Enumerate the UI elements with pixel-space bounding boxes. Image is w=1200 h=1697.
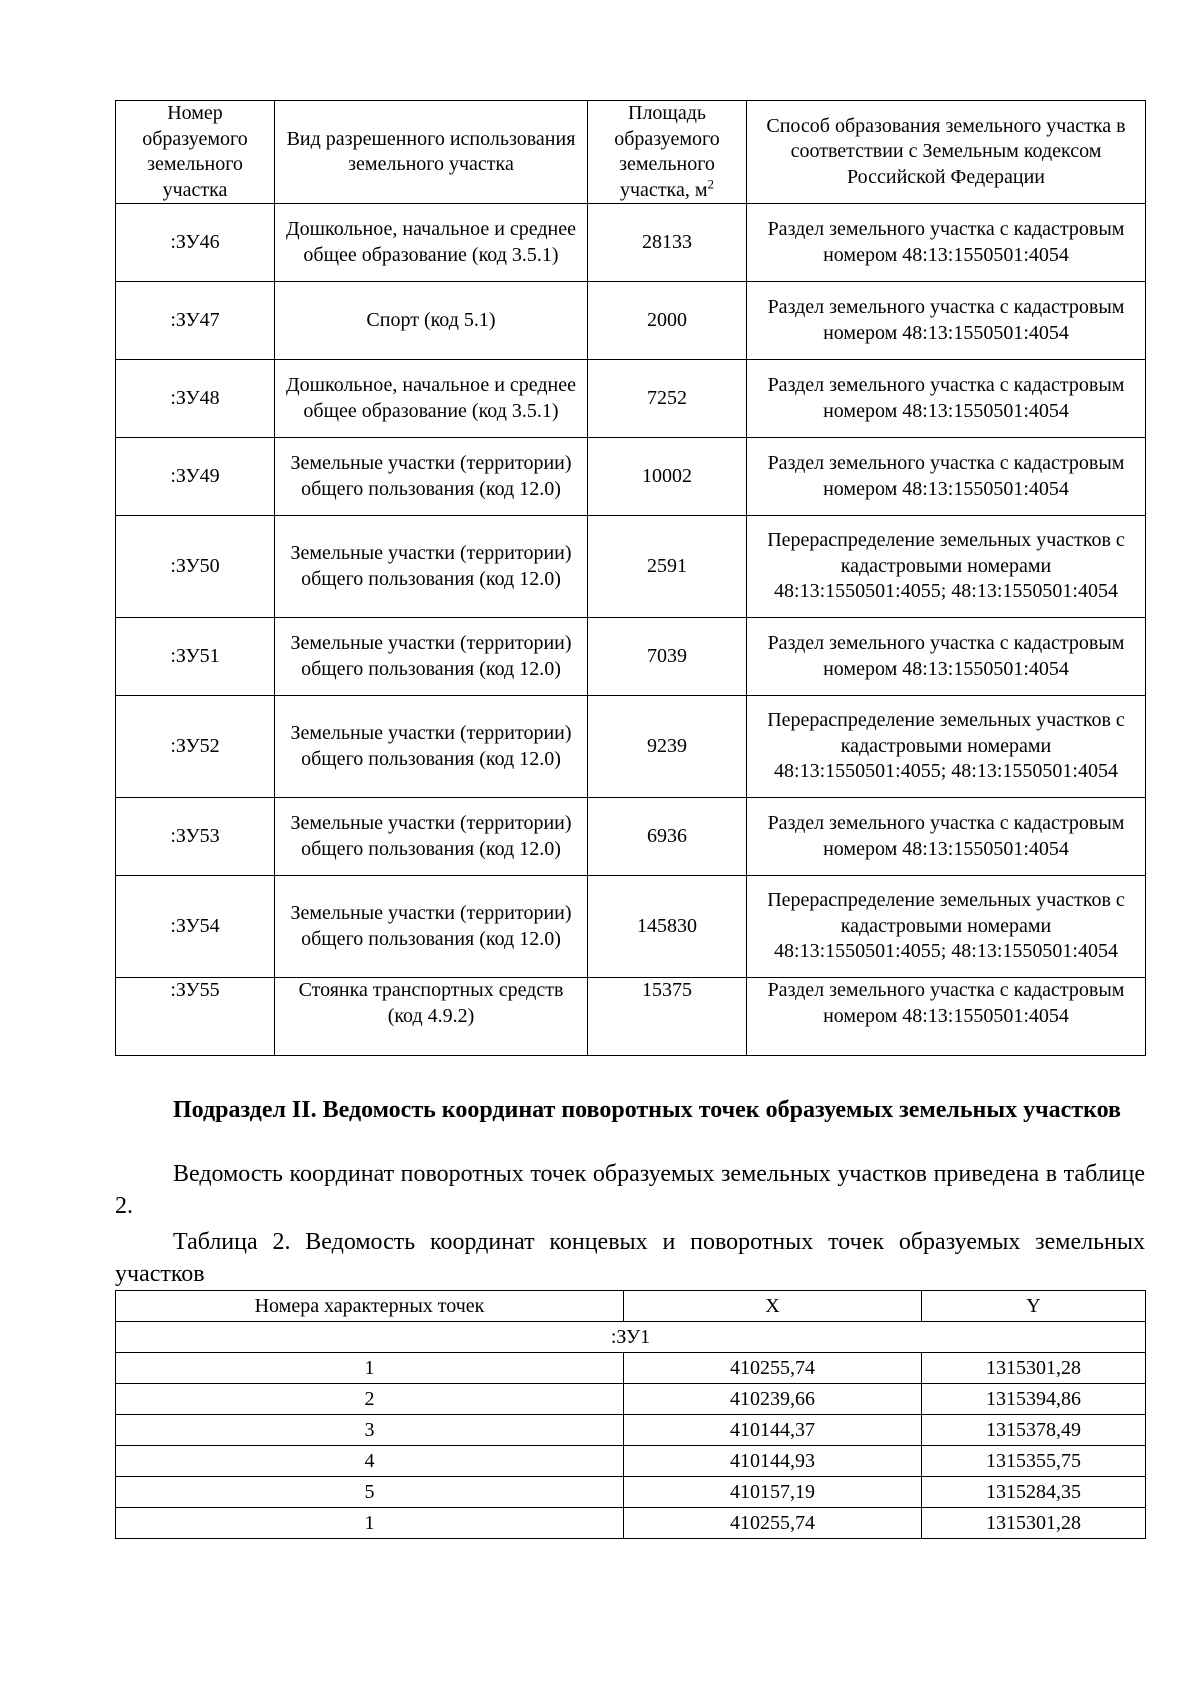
table-row — [116, 978, 1146, 1056]
point-x: 410255,74 — [624, 1353, 922, 1384]
plot-area: 6936 — [588, 798, 747, 876]
plot-area: 15375 — [588, 978, 747, 1056]
point-number: 2 — [116, 1384, 624, 1415]
plot-use: Спорт (код 5.1) — [275, 282, 588, 360]
header-area-label: Площадь образуемого земельного участка, м — [614, 102, 720, 201]
table-row — [116, 1384, 1146, 1415]
plot-method: Раздел земельного участка с кадастровым номером 48:13:1550501:4054 — [747, 360, 1146, 438]
table-row — [116, 1477, 1146, 1508]
table-row — [116, 1446, 1146, 1477]
point-y: 1315301,28 — [922, 1508, 1146, 1539]
plot-area: 10002 — [588, 438, 747, 516]
header-area-unit-sup: 2 — [707, 175, 714, 191]
plot-use: Земельные участки (территории) общего пользования (код 12.0) — [275, 696, 588, 798]
table-row — [116, 876, 1146, 978]
plot-id: :ЗУ50 — [116, 516, 275, 618]
plot-id: :ЗУ54 — [116, 876, 275, 978]
point-y: 1315284,35 — [922, 1477, 1146, 1508]
plot-use: Дошкольное, начальное и среднее общее образование (код 3.5.1) — [275, 360, 588, 438]
header-area — [588, 101, 747, 204]
table-row — [116, 1353, 1146, 1384]
point-y: 1315378,49 — [922, 1415, 1146, 1446]
plot-method: Перераспределение земельных участков с кадастровыми номерами 48:13:1550501:4055; 48:13:1550501:4054 — [747, 696, 1146, 798]
plot-id: :ЗУ48 — [116, 360, 275, 438]
table-row — [116, 360, 1146, 438]
plot-area: 7252 — [588, 360, 747, 438]
header-formation-method: Способ образования земельного участка в соответствии с Земельным кодексом Российской Федерации — [747, 101, 1146, 204]
point-number: 5 — [116, 1477, 624, 1508]
table-header-row — [116, 101, 1146, 204]
plot-method: Перераспределение земельных участков с кадастровыми номерами 48:13:1550501:4055; 48:13:1550501:4054 — [747, 516, 1146, 618]
section-heading: Подраздел II. Ведомость координат поворотных точек образуемых земельных участков — [173, 1097, 1121, 1123]
plot-id: :ЗУ51 — [116, 618, 275, 696]
plot-use: Земельные участки (территории) общего пользования (код 12.0) — [275, 618, 588, 696]
table-row — [116, 618, 1146, 696]
document-page — [115, 100, 1145, 1539]
point-x: 410144,93 — [624, 1446, 922, 1477]
plot-area: 28133 — [588, 204, 747, 282]
table-row — [116, 516, 1146, 618]
plot-method: Перераспределение земельных участков с кадастровыми номерами 48:13:1550501:4055; 48:13:1550501:4054 — [747, 876, 1146, 978]
plot-id: :ЗУ49 — [116, 438, 275, 516]
point-x: 410255,74 — [624, 1508, 922, 1539]
point-x: 410157,19 — [624, 1477, 922, 1508]
plots-table — [115, 100, 1146, 1056]
section-paragraph: Ведомость координат поворотных точек образуемых земельных участков приведена в таблице 2. — [115, 1161, 1145, 1219]
plot-use: Земельные участки (территории) общего пользования (код 12.0) — [275, 876, 588, 978]
plot-use: Земельные участки (территории) общего пользования (код 12.0) — [275, 798, 588, 876]
table-header-row — [116, 1291, 1146, 1322]
header-permitted-use: Вид разрешенного использования земельного участка — [275, 101, 588, 204]
point-x: 410144,37 — [624, 1415, 922, 1446]
plot-method: Раздел земельного участка с кадастровым номером 48:13:1550501:4054 — [747, 438, 1146, 516]
point-x: 410239,66 — [624, 1384, 922, 1415]
plot-method: Раздел земельного участка с кадастровым номером 48:13:1550501:4054 — [747, 618, 1146, 696]
table-row — [116, 798, 1146, 876]
table-row — [116, 1415, 1146, 1446]
plot-id: :ЗУ53 — [116, 798, 275, 876]
point-number: 3 — [116, 1415, 624, 1446]
plot-use: Дошкольное, начальное и среднее общее образование (код 3.5.1) — [275, 204, 588, 282]
plot-id: :ЗУ46 — [116, 204, 275, 282]
plot-use: Земельные участки (территории) общего пользования (код 12.0) — [275, 516, 588, 618]
point-number: 1 — [116, 1508, 624, 1539]
plot-area: 9239 — [588, 696, 747, 798]
table-row — [116, 1508, 1146, 1539]
plot-use: Стоянка транспортных средств (код 4.9.2) — [275, 978, 588, 1056]
plot-method: Раздел земельного участка с кадастровым номером 48:13:1550501:4054 — [747, 798, 1146, 876]
point-number: 1 — [116, 1353, 624, 1384]
point-y: 1315355,75 — [922, 1446, 1146, 1477]
group-label: :ЗУ1 — [116, 1322, 1146, 1353]
point-number: 4 — [116, 1446, 624, 1477]
plot-area: 2591 — [588, 516, 747, 618]
table-caption: Таблица 2. Ведомость координат концевых и поворотных точек образуемых земельных участков — [115, 1229, 1145, 1287]
plot-id: :ЗУ52 — [116, 696, 275, 798]
header-x: X — [624, 1291, 922, 1322]
header-plot-number: Номер образуемого земельного участка — [116, 101, 275, 204]
plot-area: 145830 — [588, 876, 747, 978]
plot-id: :ЗУ55 — [116, 978, 275, 1056]
table-row — [116, 204, 1146, 282]
table-row — [116, 696, 1146, 798]
group-row — [116, 1322, 1146, 1353]
plot-id: :ЗУ47 — [116, 282, 275, 360]
plot-method: Раздел земельного участка с кадастровым номером 48:13:1550501:4054 — [747, 204, 1146, 282]
plot-area: 2000 — [588, 282, 747, 360]
plot-use: Земельные участки (территории) общего пользования (код 12.0) — [275, 438, 588, 516]
point-y: 1315301,28 — [922, 1353, 1146, 1384]
header-points: Номера характерных точек — [116, 1291, 624, 1322]
plot-method: Раздел земельного участка с кадастровым номером 48:13:1550501:4054 — [747, 978, 1146, 1056]
plot-method: Раздел земельного участка с кадастровым номером 48:13:1550501:4054 — [747, 282, 1146, 360]
table-row — [116, 438, 1146, 516]
point-y: 1315394,86 — [922, 1384, 1146, 1415]
plot-area: 7039 — [588, 618, 747, 696]
coordinates-table — [115, 1290, 1146, 1539]
header-y: Y — [922, 1291, 1146, 1322]
table-row — [116, 282, 1146, 360]
